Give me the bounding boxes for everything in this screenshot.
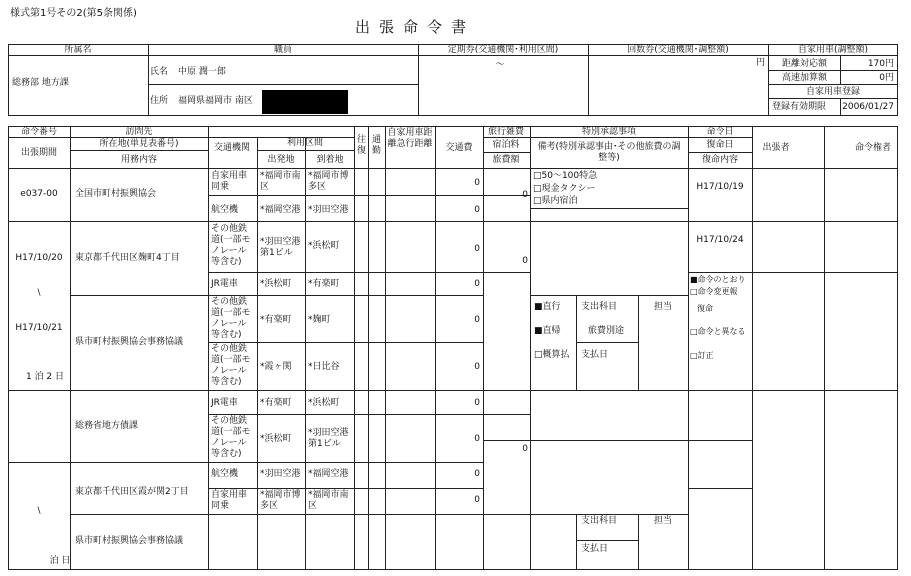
private-car-label: 自家用車(調整額) bbox=[797, 45, 869, 55]
trip1-leg2-transport: 航空機 bbox=[211, 205, 239, 215]
car-registration-label: 自家用車登録 bbox=[805, 87, 861, 97]
commuter-label: 定期券(交通機関･利用区間) bbox=[447, 45, 559, 55]
col-fare: 交通費 bbox=[445, 143, 473, 153]
trip2-lodging: 0 bbox=[522, 256, 528, 266]
trip2-visit1: 東京都千代田区麹町4丁目 bbox=[75, 253, 180, 263]
trip2-leg4-to: *日比谷 bbox=[308, 362, 340, 372]
affiliation-label: 所属名 bbox=[64, 45, 92, 55]
col-purpose: 用務内容 bbox=[120, 155, 158, 165]
trip2-sep: \ bbox=[37, 288, 41, 298]
staff-address: 福岡県福岡市 南区 bbox=[178, 96, 253, 106]
pay-item-date: 支払日 bbox=[581, 350, 609, 360]
result-as-ordered: ■命令のとおり bbox=[690, 275, 746, 284]
col-commute: 通勤 bbox=[372, 135, 382, 156]
result-differs: □命令と異なる bbox=[690, 327, 746, 336]
pay-item-separate: 旅費別途 bbox=[588, 326, 625, 336]
trip3-pay-account: 支出科目 bbox=[581, 516, 618, 526]
col-location: 所在地(単見表番号) bbox=[99, 139, 179, 149]
col-traveler: 出張者 bbox=[762, 143, 790, 153]
col-lodging: 宿泊料 bbox=[492, 140, 520, 150]
trip1-check-taxi: □現金タクシー bbox=[533, 184, 596, 194]
trip1-leg2-to: *羽田空港 bbox=[308, 205, 349, 215]
col-special-note: 備考(特別承認事由･その他旅費の調整等) bbox=[537, 142, 681, 163]
trip1-leg2-from: *福岡空港 bbox=[260, 205, 301, 215]
trip1-order-date: H17/10/19 bbox=[696, 182, 744, 192]
trip1-check-express: □50〜100特急 bbox=[533, 171, 598, 181]
col-visit: 訪問先 bbox=[125, 127, 153, 137]
staff-name: 中原 潤一郎 bbox=[178, 67, 226, 77]
trip2-leg1-to: *浜松町 bbox=[308, 241, 340, 251]
commuter-tilde: 〜 bbox=[495, 60, 505, 70]
address-label: 住所 bbox=[150, 96, 169, 106]
col-to: 到着地 bbox=[316, 155, 344, 165]
highway-value: 0円 bbox=[879, 73, 894, 83]
pay-estimate: □概算払 bbox=[534, 350, 570, 360]
distance-value: 170円 bbox=[867, 59, 894, 69]
result-return-label: 復命 bbox=[697, 304, 713, 313]
trip3-leg1-to: *浜松町 bbox=[308, 398, 340, 408]
trip1-visit: 全国市町村振興協会 bbox=[75, 189, 157, 199]
trip2-leg2-transport: JR電車 bbox=[211, 279, 238, 289]
coupon-label: 回数券(交通機関･調整額) bbox=[627, 45, 729, 55]
trip1-leg1-transport: 自家用車同乗 bbox=[211, 171, 248, 192]
trip3-leg2-to: *羽田空港第1ビル bbox=[308, 428, 349, 449]
trip3-pay-date: 支払日 bbox=[581, 544, 609, 554]
trip2-nights: 1 泊 2 日 bbox=[25, 372, 65, 382]
trip2-leg4-transport: その他鉄道(一部モノレール等含む) bbox=[211, 344, 251, 387]
trip3-leg1-fare: 0 bbox=[474, 398, 480, 408]
trip2-leg4-from: *霞ヶ関 bbox=[260, 362, 292, 372]
page-title: 出張命令書 bbox=[355, 18, 476, 36]
trip2-order-date: H17/10/24 bbox=[696, 235, 744, 245]
trip2-leg2-from: *浜松町 bbox=[260, 279, 292, 289]
redaction-block bbox=[262, 90, 348, 114]
col-car-distance: 自家用車距離急行距離 bbox=[387, 128, 433, 149]
trip3-visit1: 総務省地方債課 bbox=[75, 421, 139, 431]
trip3-officer: 担当 bbox=[654, 516, 673, 526]
trip3-nights: 泊 日 bbox=[49, 556, 71, 566]
trip2-leg3-from: *有楽町 bbox=[260, 315, 292, 325]
col-period: 出張期間 bbox=[20, 148, 58, 158]
col-route: 利用区間 bbox=[286, 138, 324, 148]
trip3-lodging: 0 bbox=[522, 444, 528, 454]
result-changed: □命令変更報 bbox=[690, 287, 738, 296]
trip3-leg2-from: *浜松町 bbox=[260, 434, 292, 444]
trip3-visit3: 県市町村振興協会事務協議 bbox=[75, 536, 184, 546]
trip2-leg2-to: *有楽町 bbox=[308, 279, 340, 289]
trip1-leg1-from: *福岡市南区 bbox=[260, 171, 301, 192]
reg-expiry-label: 登録有効期限 bbox=[772, 102, 827, 112]
trip3-leg1-from: *有楽町 bbox=[260, 398, 292, 408]
trip2-visit2: 県市町村振興協会事務協議 bbox=[75, 337, 184, 347]
trip2-leg1-transport: その他鉄道(一部モノレール等含む) bbox=[211, 224, 251, 267]
col-order-no: 命令番号 bbox=[20, 127, 58, 137]
col-transport: 交通機関 bbox=[213, 143, 251, 153]
name-label: 氏名 bbox=[150, 67, 169, 77]
col-travel-exp: 旅費額 bbox=[492, 155, 520, 165]
col-misc: 旅行雑費 bbox=[487, 127, 525, 137]
trip1-leg2-fare: 0 bbox=[474, 205, 480, 215]
coupon-yen: 円 bbox=[756, 58, 766, 68]
pay-direct-return: ■直帰 bbox=[534, 326, 561, 336]
trip3-leg2-transport: その他鉄道(一部モノレール等含む) bbox=[211, 416, 251, 459]
trip2-end-date: H17/10/21 bbox=[15, 323, 63, 333]
distance-label: 距離対応額 bbox=[782, 59, 828, 69]
form-number: 様式第1号その2(第5条関係) bbox=[10, 8, 137, 19]
trip3-leg2-fare: 0 bbox=[474, 434, 480, 444]
col-order-date: 命令日 bbox=[706, 127, 734, 137]
trip3-leg3-transport: 航空機 bbox=[211, 469, 239, 479]
trip2-start-date: H17/10/20 bbox=[15, 253, 63, 263]
trip3-leg4-transport: 自家用車同乗 bbox=[211, 490, 248, 511]
col-return-content: 復命内容 bbox=[701, 155, 739, 165]
pay-direct-go: ■直行 bbox=[534, 302, 561, 312]
col-from: 出発地 bbox=[267, 155, 295, 165]
col-roundtrip: 往復 bbox=[357, 135, 367, 156]
trip3-leg3-from: *羽田空港 bbox=[260, 469, 301, 479]
trip1-leg1-to: *福岡市博多区 bbox=[308, 171, 349, 192]
col-return-date: 復命日 bbox=[706, 140, 734, 150]
highway-label: 高速加算額 bbox=[782, 73, 828, 83]
trip3-sep: \ bbox=[37, 506, 41, 516]
trip2-leg3-fare: 0 bbox=[474, 315, 480, 325]
col-special: 特別承認事項 bbox=[581, 127, 637, 137]
trip3-leg3-fare: 0 bbox=[474, 469, 480, 479]
col-authority: 命令権者 bbox=[854, 143, 892, 153]
trip3-leg4-fare: 0 bbox=[474, 495, 480, 505]
trip1-order-no: e037-00 bbox=[20, 189, 58, 199]
department: 総務部 地方課 bbox=[12, 78, 69, 88]
trip3-leg1-transport: JR電車 bbox=[211, 398, 238, 408]
staff-label: 職員 bbox=[273, 45, 293, 55]
reg-expiry-value: 2006/01/27 bbox=[842, 102, 894, 112]
trip2-officer: 担当 bbox=[654, 302, 673, 312]
trip1-leg1-fare: 0 bbox=[474, 178, 480, 188]
trip3-visit2: 東京都千代田区霞が関2丁目 bbox=[75, 487, 189, 497]
trip1-check-lodging: □県内宿泊 bbox=[533, 196, 578, 206]
trip2-leg1-fare: 0 bbox=[474, 244, 480, 254]
trip1-lodging: 0 bbox=[522, 190, 528, 200]
trip2-leg3-transport: その他鉄道(一部モノレール等含む) bbox=[211, 297, 251, 340]
pay-item-account: 支出科目 bbox=[581, 302, 618, 312]
trip3-leg4-to: *福岡市南区 bbox=[308, 490, 349, 511]
trip2-leg2-fare: 0 bbox=[474, 279, 480, 289]
trip3-leg3-to: *福岡空港 bbox=[308, 469, 349, 479]
trip2-leg3-to: *麹町 bbox=[308, 315, 331, 325]
trip2-leg1-from: *羽田空港第1ビル bbox=[260, 237, 301, 258]
result-corrected: □訂正 bbox=[690, 351, 714, 360]
trip2-leg4-fare: 0 bbox=[474, 362, 480, 372]
trip3-leg4-from: *福岡市博多区 bbox=[260, 490, 301, 511]
